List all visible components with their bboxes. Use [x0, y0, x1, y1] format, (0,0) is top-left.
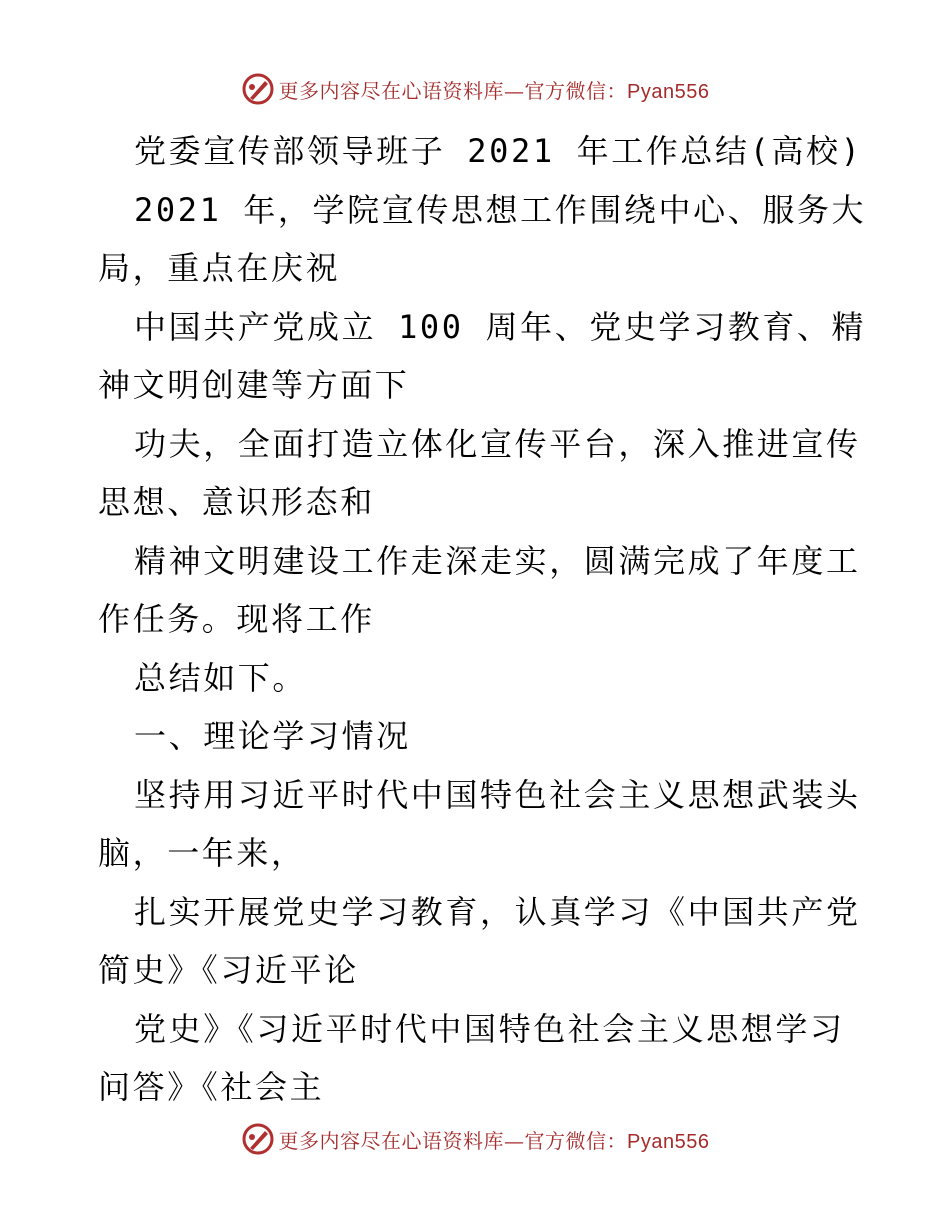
text-line: 扎实开展党史学习教育，认真学习《中国共产党 [134, 892, 861, 931]
pen-logo-icon [241, 1122, 275, 1156]
text-line: 思想、意识形态和 [98, 483, 375, 521]
text-line: 党史》《习近平时代中国特色社会主义思想学习 [134, 1009, 845, 1048]
document-body [98, 122, 867, 1117]
text-line: 总结如下。 [134, 658, 308, 697]
text-line: 中国共产党成立 100 周年、党史学习教育、精 [134, 307, 867, 346]
header-banner [0, 72, 950, 106]
footer-banner [0, 1122, 950, 1156]
text-line: 一、理论学习情况 [134, 717, 411, 755]
text-line: 脑，一年来， [98, 834, 306, 872]
pen-logo-icon [241, 72, 275, 106]
text-line: 功夫，全面打造立体化宣传平台，深入推进宣传 [134, 424, 861, 463]
text-line: 精神文明建设工作走深走实，圆满完成了年度工 [134, 541, 861, 580]
text-line: 局，重点在庆祝 [98, 249, 341, 287]
text-line: 作任务。现将工作 [98, 600, 375, 638]
banner-text: 更多内容尽在心语资料库—官方微信：Pyan556 [278, 78, 710, 103]
text-line: 神文明创建等方面下 [98, 366, 410, 404]
text-line: 简史》《习近平论 [98, 951, 359, 989]
text-line: 坚持用习近平时代中国特色社会主义思想武装头 [134, 775, 861, 814]
banner-text: 更多内容尽在心语资料库—官方微信：Pyan556 [278, 1128, 710, 1153]
text-line: 问答》《社会主 [98, 1068, 325, 1106]
text-line: 党委宣传部领导班子 2021 年工作总结(高校) [134, 132, 863, 170]
text-line: 2021 年，学院宣传思想工作围绕中心、服务大 [134, 190, 867, 229]
